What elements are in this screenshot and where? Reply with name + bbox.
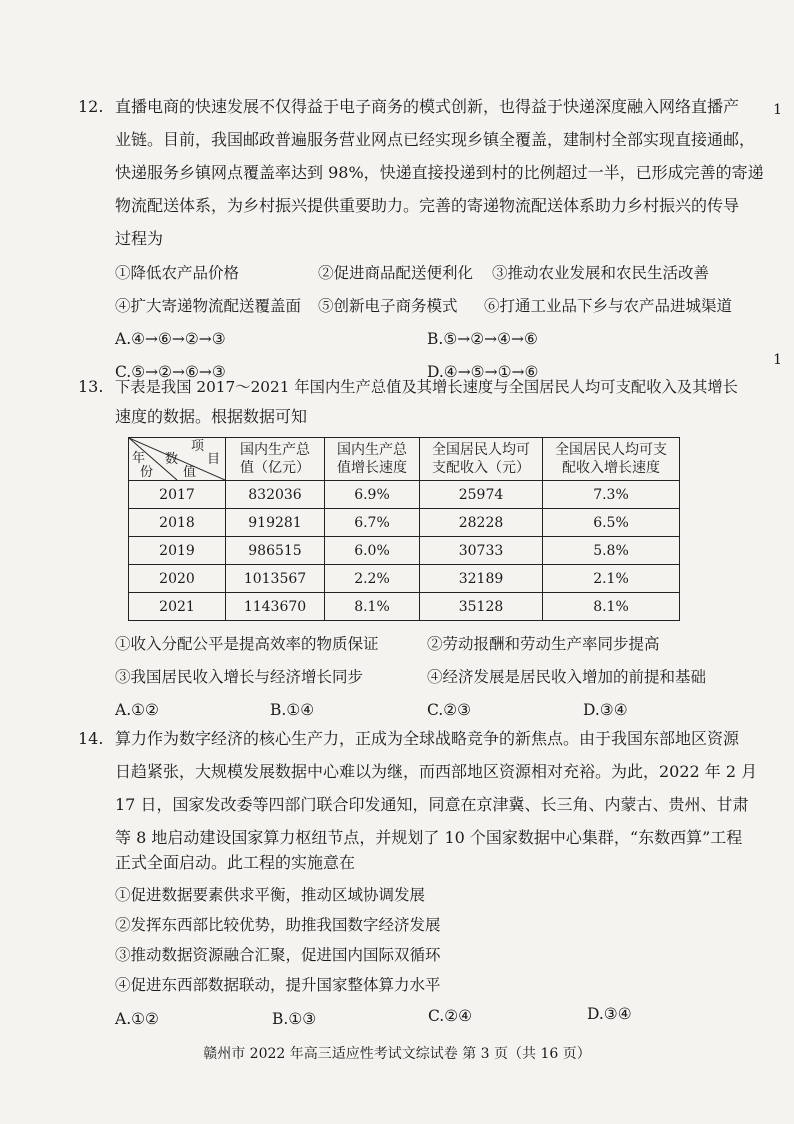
answer-choice: B.①④ [270,701,315,719]
table-cell: 6.9% [325,481,420,509]
statement-item: ④扩大寄递物流配送覆盖面 [115,297,302,315]
statement-item: ①收入分配公平是提高效率的物质保证 [115,635,379,653]
table-row [129,537,680,565]
question-text-line: 速度的数据。根据数据可知 [115,407,308,426]
header-line: 值增长速度 [337,460,407,476]
table-cell: 2.1% [543,565,680,593]
column-header [420,438,543,481]
question-text-line: 直播电商的快速发展不仅得益于电子商务的模式创新，也得益于快递深度融入网络直播产 [115,97,740,116]
table-cell: 8.1% [543,593,680,621]
answer-choice: A.①② [115,701,159,719]
answer-choice: C.②④ [428,1007,473,1025]
table-cell: 6.0% [325,537,420,565]
data-table [128,437,680,621]
table-cell: 25974 [420,481,543,509]
table-cell: 986515 [226,537,325,565]
statement-item: ②发挥东西部比较优势，助推我国数字经济发展 [115,916,441,934]
table-cell: 8.1% [325,593,420,621]
answer-choice: A.①② [115,1010,159,1028]
corner-label: 数 [165,452,179,467]
question-text-line: 物流配送体系，为乡村振兴提供重要助力。完善的寄递物流配送体系助力乡村振兴的传导 [115,196,740,215]
statement-item: ①降低农产品价格 [115,264,240,282]
table-cell: 2021 [129,593,226,621]
table-row [129,509,680,537]
table-row [129,565,680,593]
question-number: 12. [78,97,104,116]
corner-label: 目 [207,452,221,467]
margin-mark: 1 [773,352,782,368]
answer-choice: D.④→⑤→①→⑥ [427,363,539,381]
column-header [325,438,420,481]
statement-item: ③推动农业发展和农民生活改善 [492,264,710,282]
table-cell: 32189 [420,565,543,593]
table-cell: 30733 [420,537,543,565]
table-cell: 2017 [129,481,226,509]
table-cell: 6.5% [543,509,680,537]
table-cell: 2.2% [325,565,420,593]
table-cell: 35128 [420,593,543,621]
header-line: 国内生产总 [337,442,407,458]
answer-choice: C.②③ [427,701,472,719]
question-number: 14. [78,729,104,748]
statement-item: ③我国居民收入增长与经济增长同步 [115,668,364,686]
question-text-line: 算力作为数字经济的核心生产力，正成为全球战略竞争的新焦点。由于我国东部地区资源 [115,729,740,748]
statement-item: ⑥打通工业品下乡与农产品进城渠道 [484,297,733,315]
answer-choice: D.③④ [587,1005,632,1023]
question-text-line: 日趋紧张，大规模发展数据中心难以为继，而西部地区资源相对充裕。为此，2022 年 2 月 [115,762,758,781]
answer-choice: B.①③ [272,1010,317,1028]
table-cell: 5.8% [543,537,680,565]
answer-choice: B.⑤→②→④→⑥ [427,330,538,348]
header-line: 国内生产总 [240,442,310,458]
statement-item: ④经济发展是居民收入增加的前提和基础 [427,668,707,686]
question-text-line: 等 8 地启动建设国家算力枢纽节点，并规划了 10 个国家数据中心集群，“东数西算”工程 [115,828,743,847]
question-text-line: 17 日，国家发改委等四部门联合印发通知，同意在京津冀、长三角、内蒙古、贵州、甘肃 [115,795,749,814]
statement-item: ④促进东西部数据联动，提升国家整体算力水平 [115,976,441,994]
statement-item: ③推动数据资源融合汇聚，促进国内国际双循环 [115,946,441,964]
table-cell: 2018 [129,509,226,537]
table-cell: 1143670 [226,593,325,621]
corner-label: 年 [132,451,146,466]
answer-choice: C.⑤→②→⑥→③ [115,363,226,381]
table-row [129,593,680,621]
table-cell: 1013567 [226,565,325,593]
answer-choice: D.③④ [583,701,628,719]
column-header [543,438,680,481]
table-cell: 2020 [129,565,226,593]
question-text-line: 过程为 [115,229,164,248]
header-line: 支配收入（元） [432,460,530,476]
table-cell: 6.7% [325,509,420,537]
header-line: 值（亿元） [240,460,310,476]
table-cell: 832036 [226,481,325,509]
corner-label: 项 [191,439,205,454]
question-number: 13. [78,377,104,396]
statement-item: ⑤创新电子商务模式 [318,297,458,315]
question-text-line: 业链。目前，我国邮政普遍服务营业网点已经实现乡镇全覆盖，建制村全部实现直接通邮， [115,130,756,149]
table-cell: 2019 [129,537,226,565]
header-line: 配收入增长速度 [562,460,660,476]
table-cell: 28228 [420,509,543,537]
header-line: 全国居民人均可支 [555,442,667,458]
question-text-line: 正式全面启动。此工程的实施意在 [115,853,356,872]
corner-label: 值 [183,465,197,480]
corner-label: 份 [140,465,154,480]
table-cell: 7.3% [543,481,680,509]
column-header [226,438,325,481]
page-footer: 赣州市 2022 年高三适应性考试文综试卷 第 3 页（共 16 页） [203,1046,591,1062]
question-text-line: 快递服务乡镇网点覆盖率达到 98%，快递直接投递到村的比例超过一半，已形成完善的寄递 [115,163,764,182]
table-row [129,481,680,509]
question-text-line: 下表是我国 2017～2021 年国内生产总值及其增长速度与全国居民人均可支配收入及其增长 [115,378,738,396]
table-corner-cell [129,438,226,481]
margin-mark: 1 [773,102,782,118]
statement-item: ②促进商品配送便利化 [318,264,474,282]
header-line: 全国居民人均可 [432,442,530,458]
statement-item: ②劳动报酬和劳动生产率同步提高 [427,635,660,653]
answer-choice: A.④→⑥→②→③ [115,330,226,348]
statement-item: ①促进数据要素供求平衡，推动区域协调发展 [115,886,426,904]
table-cell: 919281 [226,509,325,537]
